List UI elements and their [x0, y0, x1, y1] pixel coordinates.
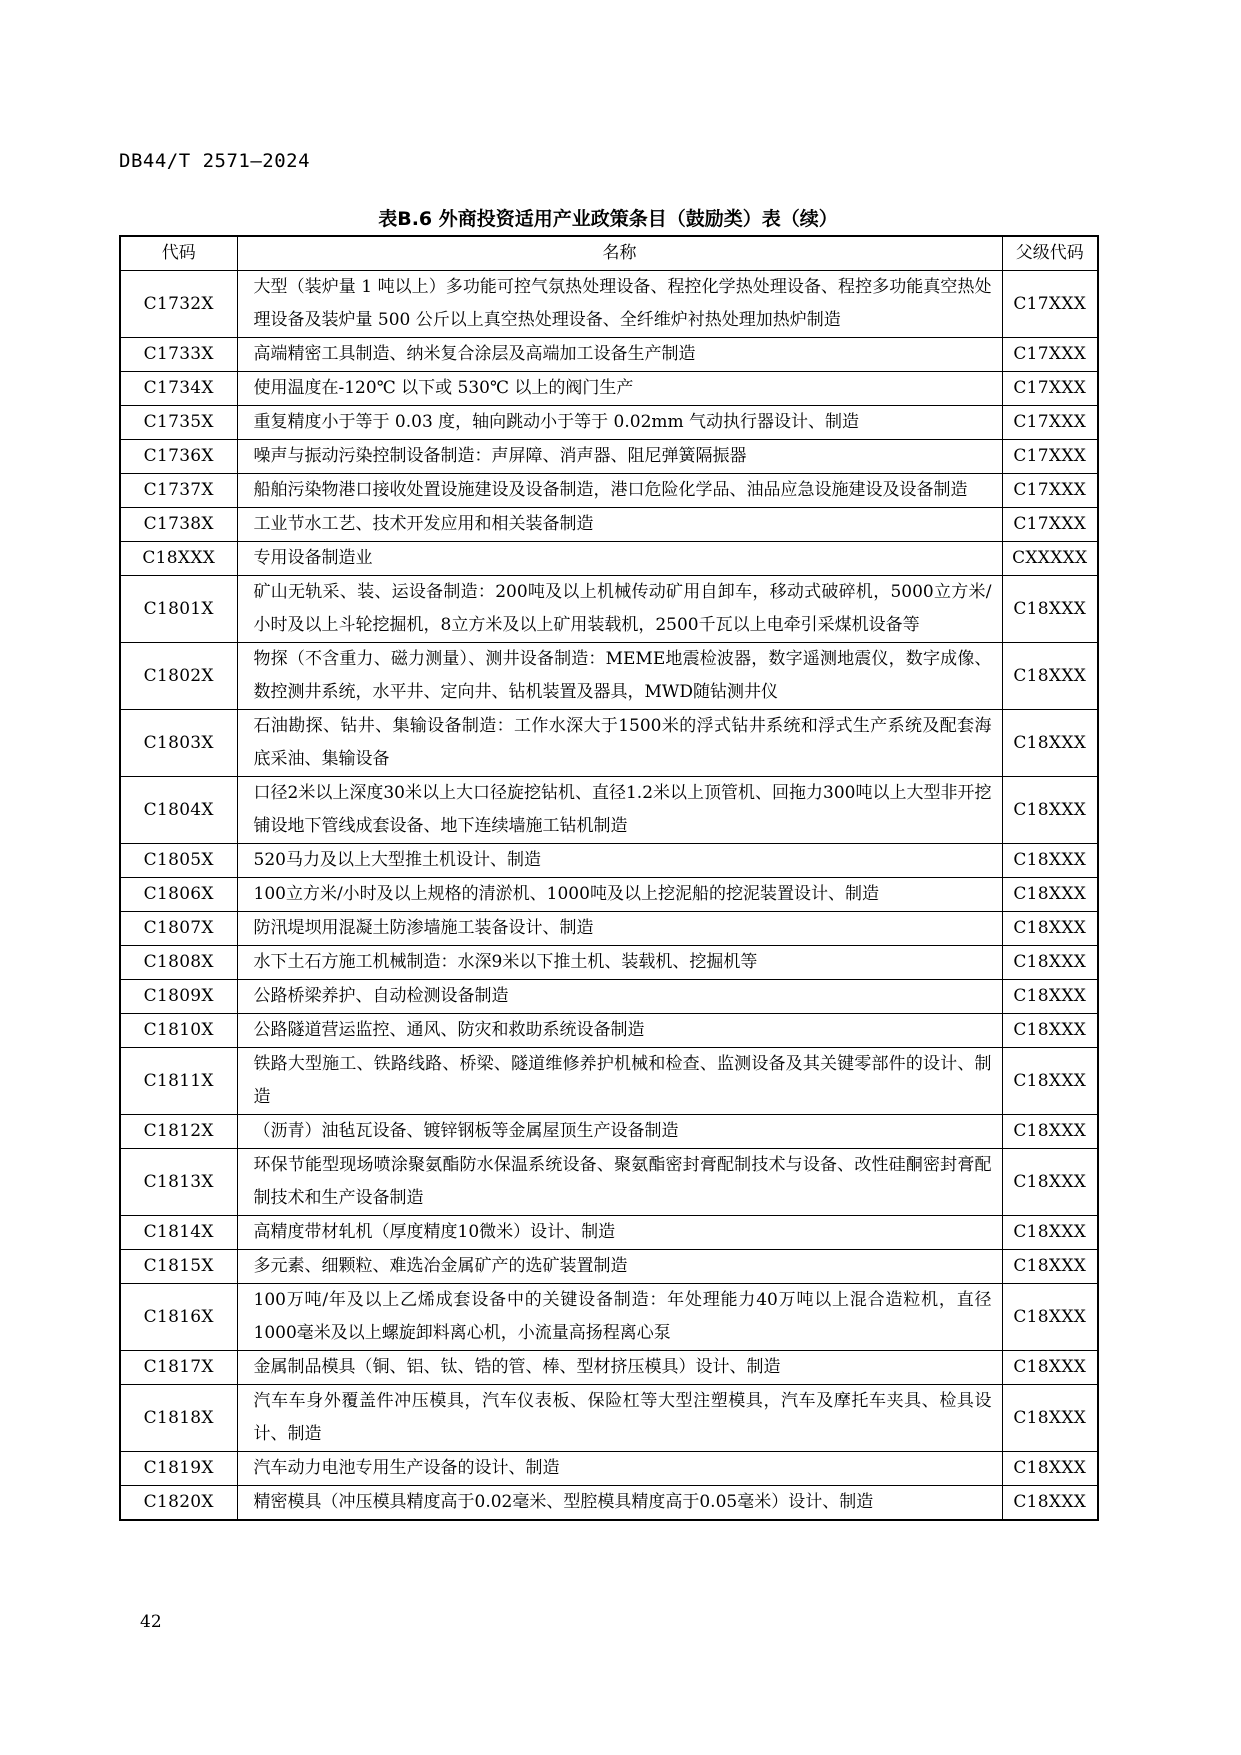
table-title: 表B.6 外商投资适用产业政策条目（鼓励类）表（续）	[378, 208, 838, 230]
table-row	[120, 1250, 1098, 1284]
row-parent-cell: C18XXX	[1002, 1048, 1098, 1115]
table-row	[120, 710, 1098, 777]
row-code-cell: C1819X	[120, 1452, 237, 1486]
row-parent-cell: C18XXX	[1002, 1115, 1098, 1149]
row-code-cell: C1811X	[120, 1048, 237, 1115]
row-code-cell: C1808X	[120, 946, 237, 980]
table-row	[120, 912, 1098, 946]
row-code-cell: C1805X	[120, 844, 237, 878]
row-parent-cell: C18XXX	[1002, 1216, 1098, 1250]
row-parent-cell: C18XXX	[1002, 1014, 1098, 1048]
row-code-cell: C1816X	[120, 1284, 237, 1351]
table-row	[120, 372, 1098, 406]
table-body	[120, 271, 1098, 1521]
row-name-cell: 汽车动力电池专用生产设备的设计、制造	[237, 1452, 1002, 1486]
row-code-cell: C1814X	[120, 1216, 237, 1250]
table-row	[120, 1115, 1098, 1149]
row-code-cell: C1813X	[120, 1149, 237, 1216]
row-name-cell: 100万吨/年及以上乙烯成套设备中的关键设备制造：年处理能力40万吨以上混合造粒机，直径1000毫米及以上螺旋卸料离心机，小流量高扬程离心泵	[237, 1284, 1002, 1351]
table-row	[120, 1385, 1098, 1452]
row-parent-cell: C18XXX	[1002, 777, 1098, 844]
row-parent-cell: C18XXX	[1002, 1486, 1098, 1521]
row-name-cell: 100立方米/小时及以上规格的清淤机、1000吨及以上挖泥船的挖泥装置设计、制造	[237, 878, 1002, 912]
table-row	[120, 474, 1098, 508]
row-name-cell: 金属制品模具（铜、铝、钛、锆的管、棒、型材挤压模具）设计、制造	[237, 1351, 1002, 1385]
row-parent-cell: C18XXX	[1002, 576, 1098, 643]
row-code-cell: C1809X	[120, 980, 237, 1014]
row-parent-cell: C18XXX	[1002, 946, 1098, 980]
row-parent-cell: C18XXX	[1002, 1284, 1098, 1351]
table-row	[120, 643, 1098, 710]
policy-table	[119, 235, 1099, 1521]
row-parent-cell: C17XXX	[1002, 338, 1098, 372]
row-parent-cell: C18XXX	[1002, 710, 1098, 777]
row-code-cell: C1738X	[120, 508, 237, 542]
table-row	[120, 271, 1098, 338]
row-parent-cell: C18XXX	[1002, 844, 1098, 878]
row-parent-cell: C18XXX	[1002, 1452, 1098, 1486]
row-name-cell: 铁路大型施工、铁路线路、桥梁、隧道维修养护机械和检查、监测设备及其关键零部件的设计、制造	[237, 1048, 1002, 1115]
row-code-cell: C1803X	[120, 710, 237, 777]
row-name-cell: 高精度带材轧机（厚度精度10微米）设计、制造	[237, 1216, 1002, 1250]
row-name-cell: 环保节能型现场喷涂聚氨酯防水保温系统设备、聚氨酯密封膏配制技术与设备、改性硅酮密封膏配制技术和生产设备制造	[237, 1149, 1002, 1216]
row-name-cell: 船舶污染物港口接收处置设施建设及设备制造，港口危险化学品、油品应急设施建设及设备制造	[237, 474, 1002, 508]
row-parent-cell: C17XXX	[1002, 372, 1098, 406]
table-row	[120, 878, 1098, 912]
row-parent-cell: C18XXX	[1002, 643, 1098, 710]
row-code-cell: C1733X	[120, 338, 237, 372]
row-name-cell: 汽车车身外覆盖件冲压模具，汽车仪表板、保险杠等大型注塑模具，汽车及摩托车夹具、检具设计、制造	[237, 1385, 1002, 1452]
row-name-cell: 520马力及以上大型推土机设计、制造	[237, 844, 1002, 878]
row-code-cell: C1732X	[120, 271, 237, 338]
row-code-cell: C1817X	[120, 1351, 237, 1385]
column-header-name: 名称	[237, 236, 1002, 271]
table-row	[120, 1486, 1098, 1521]
table-row	[120, 980, 1098, 1014]
table-row	[120, 1284, 1098, 1351]
row-parent-cell: C17XXX	[1002, 440, 1098, 474]
row-name-cell: 物探（不含重力、磁力测量）、测井设备制造：MEME地震检波器，数字遥测地震仪，数字成像、数控测井系统，水平井、定向井、钻机装置及器具，MWD随钻测井仪	[237, 643, 1002, 710]
table-row	[120, 406, 1098, 440]
row-name-cell: 石油勘探、钻井、集输设备制造：工作水深大于1500米的浮式钻井系统和浮式生产系统及配套海底采油、集输设备	[237, 710, 1002, 777]
row-name-cell: 大型（装炉量 1 吨以上）多功能可控气氛热处理设备、程控化学热处理设备、程控多功能真空热处理设备及装炉量 500 公斤以上真空热处理设备、全纤维炉衬热处理加热炉制造	[237, 271, 1002, 338]
table-row	[120, 1452, 1098, 1486]
table-row	[120, 1351, 1098, 1385]
row-name-cell: 公路桥梁养护、自动检测设备制造	[237, 980, 1002, 1014]
row-code-cell: C1804X	[120, 777, 237, 844]
row-name-cell: （沥青）油毡瓦设备、镀锌钢板等金属屋顶生产设备制造	[237, 1115, 1002, 1149]
row-parent-cell: C17XXX	[1002, 508, 1098, 542]
row-parent-cell: C18XXX	[1002, 912, 1098, 946]
row-code-cell: C1815X	[120, 1250, 237, 1284]
row-name-cell: 噪声与振动污染控制设备制造：声屏障、消声器、阻尼弹簧隔振器	[237, 440, 1002, 474]
table-row	[120, 576, 1098, 643]
row-name-cell: 公路隧道营运监控、通风、防灾和救助系统设备制造	[237, 1014, 1002, 1048]
row-name-cell: 水下土石方施工机械制造：水深9米以下推土机、装载机、挖掘机等	[237, 946, 1002, 980]
table-row	[120, 844, 1098, 878]
table-row	[120, 508, 1098, 542]
row-code-cell: C1820X	[120, 1486, 237, 1521]
table-row	[120, 1216, 1098, 1250]
row-code-cell: C1806X	[120, 878, 237, 912]
row-parent-cell: C18XXX	[1002, 1351, 1098, 1385]
row-parent-cell: C18XXX	[1002, 1149, 1098, 1216]
table-row	[120, 338, 1098, 372]
row-code-cell: C1810X	[120, 1014, 237, 1048]
table-header-row	[120, 236, 1098, 271]
row-parent-cell: C18XXX	[1002, 878, 1098, 912]
row-parent-cell: C18XXX	[1002, 980, 1098, 1014]
table-row	[120, 1014, 1098, 1048]
column-header-code: 代码	[120, 236, 237, 271]
row-name-cell: 精密模具（冲压模具精度高于0.02毫米、型腔模具精度高于0.05毫米）设计、制造	[237, 1486, 1002, 1521]
row-name-cell: 多元素、细颗粒、难选冶金属矿产的选矿装置制造	[237, 1250, 1002, 1284]
document-id: DB44/T 2571—2024	[119, 150, 311, 172]
row-code-cell: C1734X	[120, 372, 237, 406]
policy-table-container	[119, 235, 1097, 1521]
table-row	[120, 946, 1098, 980]
table-row	[120, 777, 1098, 844]
row-code-cell: C1802X	[120, 643, 237, 710]
row-parent-cell: C18XXX	[1002, 1385, 1098, 1452]
row-parent-cell: C17XXX	[1002, 406, 1098, 440]
row-name-cell: 专用设备制造业	[237, 542, 1002, 576]
row-code-cell: C18XXX	[120, 542, 237, 576]
row-code-cell: C1735X	[120, 406, 237, 440]
table-row	[120, 542, 1098, 576]
row-code-cell: C1737X	[120, 474, 237, 508]
row-code-cell: C1818X	[120, 1385, 237, 1452]
table-row	[120, 1149, 1098, 1216]
row-code-cell: C1812X	[120, 1115, 237, 1149]
column-header-parent: 父级代码	[1002, 236, 1098, 271]
row-name-cell: 矿山无轨采、装、运设备制造：200吨及以上机械传动矿用自卸车，移动式破碎机，5000立方米/小时及以上斗轮挖掘机，8立方米及以上矿用装载机，2500千瓦以上电牵引采煤机设备等	[237, 576, 1002, 643]
row-parent-cell: C18XXX	[1002, 1250, 1098, 1284]
row-name-cell: 口径2米以上深度30米以上大口径旋挖钻机、直径1.2米以上顶管机、回拖力300吨以上大型非开挖铺设地下管线成套设备、地下连续墙施工钻机制造	[237, 777, 1002, 844]
row-parent-cell: CXXXXX	[1002, 542, 1098, 576]
row-parent-cell: C17XXX	[1002, 474, 1098, 508]
row-parent-cell: C17XXX	[1002, 271, 1098, 338]
row-name-cell: 重复精度小于等于 0.03 度，轴向跳动小于等于 0.02mm 气动执行器设计、制造	[237, 406, 1002, 440]
table-row	[120, 440, 1098, 474]
row-code-cell: C1801X	[120, 576, 237, 643]
table-row	[120, 1048, 1098, 1115]
page-number: 42	[140, 1612, 162, 1632]
row-name-cell: 使用温度在-120℃ 以下或 530℃ 以上的阀门生产	[237, 372, 1002, 406]
row-name-cell: 防汛堤坝用混凝土防渗墙施工装备设计、制造	[237, 912, 1002, 946]
row-code-cell: C1736X	[120, 440, 237, 474]
row-name-cell: 高端精密工具制造、纳米复合涂层及高端加工设备生产制造	[237, 338, 1002, 372]
row-code-cell: C1807X	[120, 912, 237, 946]
row-name-cell: 工业节水工艺、技术开发应用和相关装备制造	[237, 508, 1002, 542]
